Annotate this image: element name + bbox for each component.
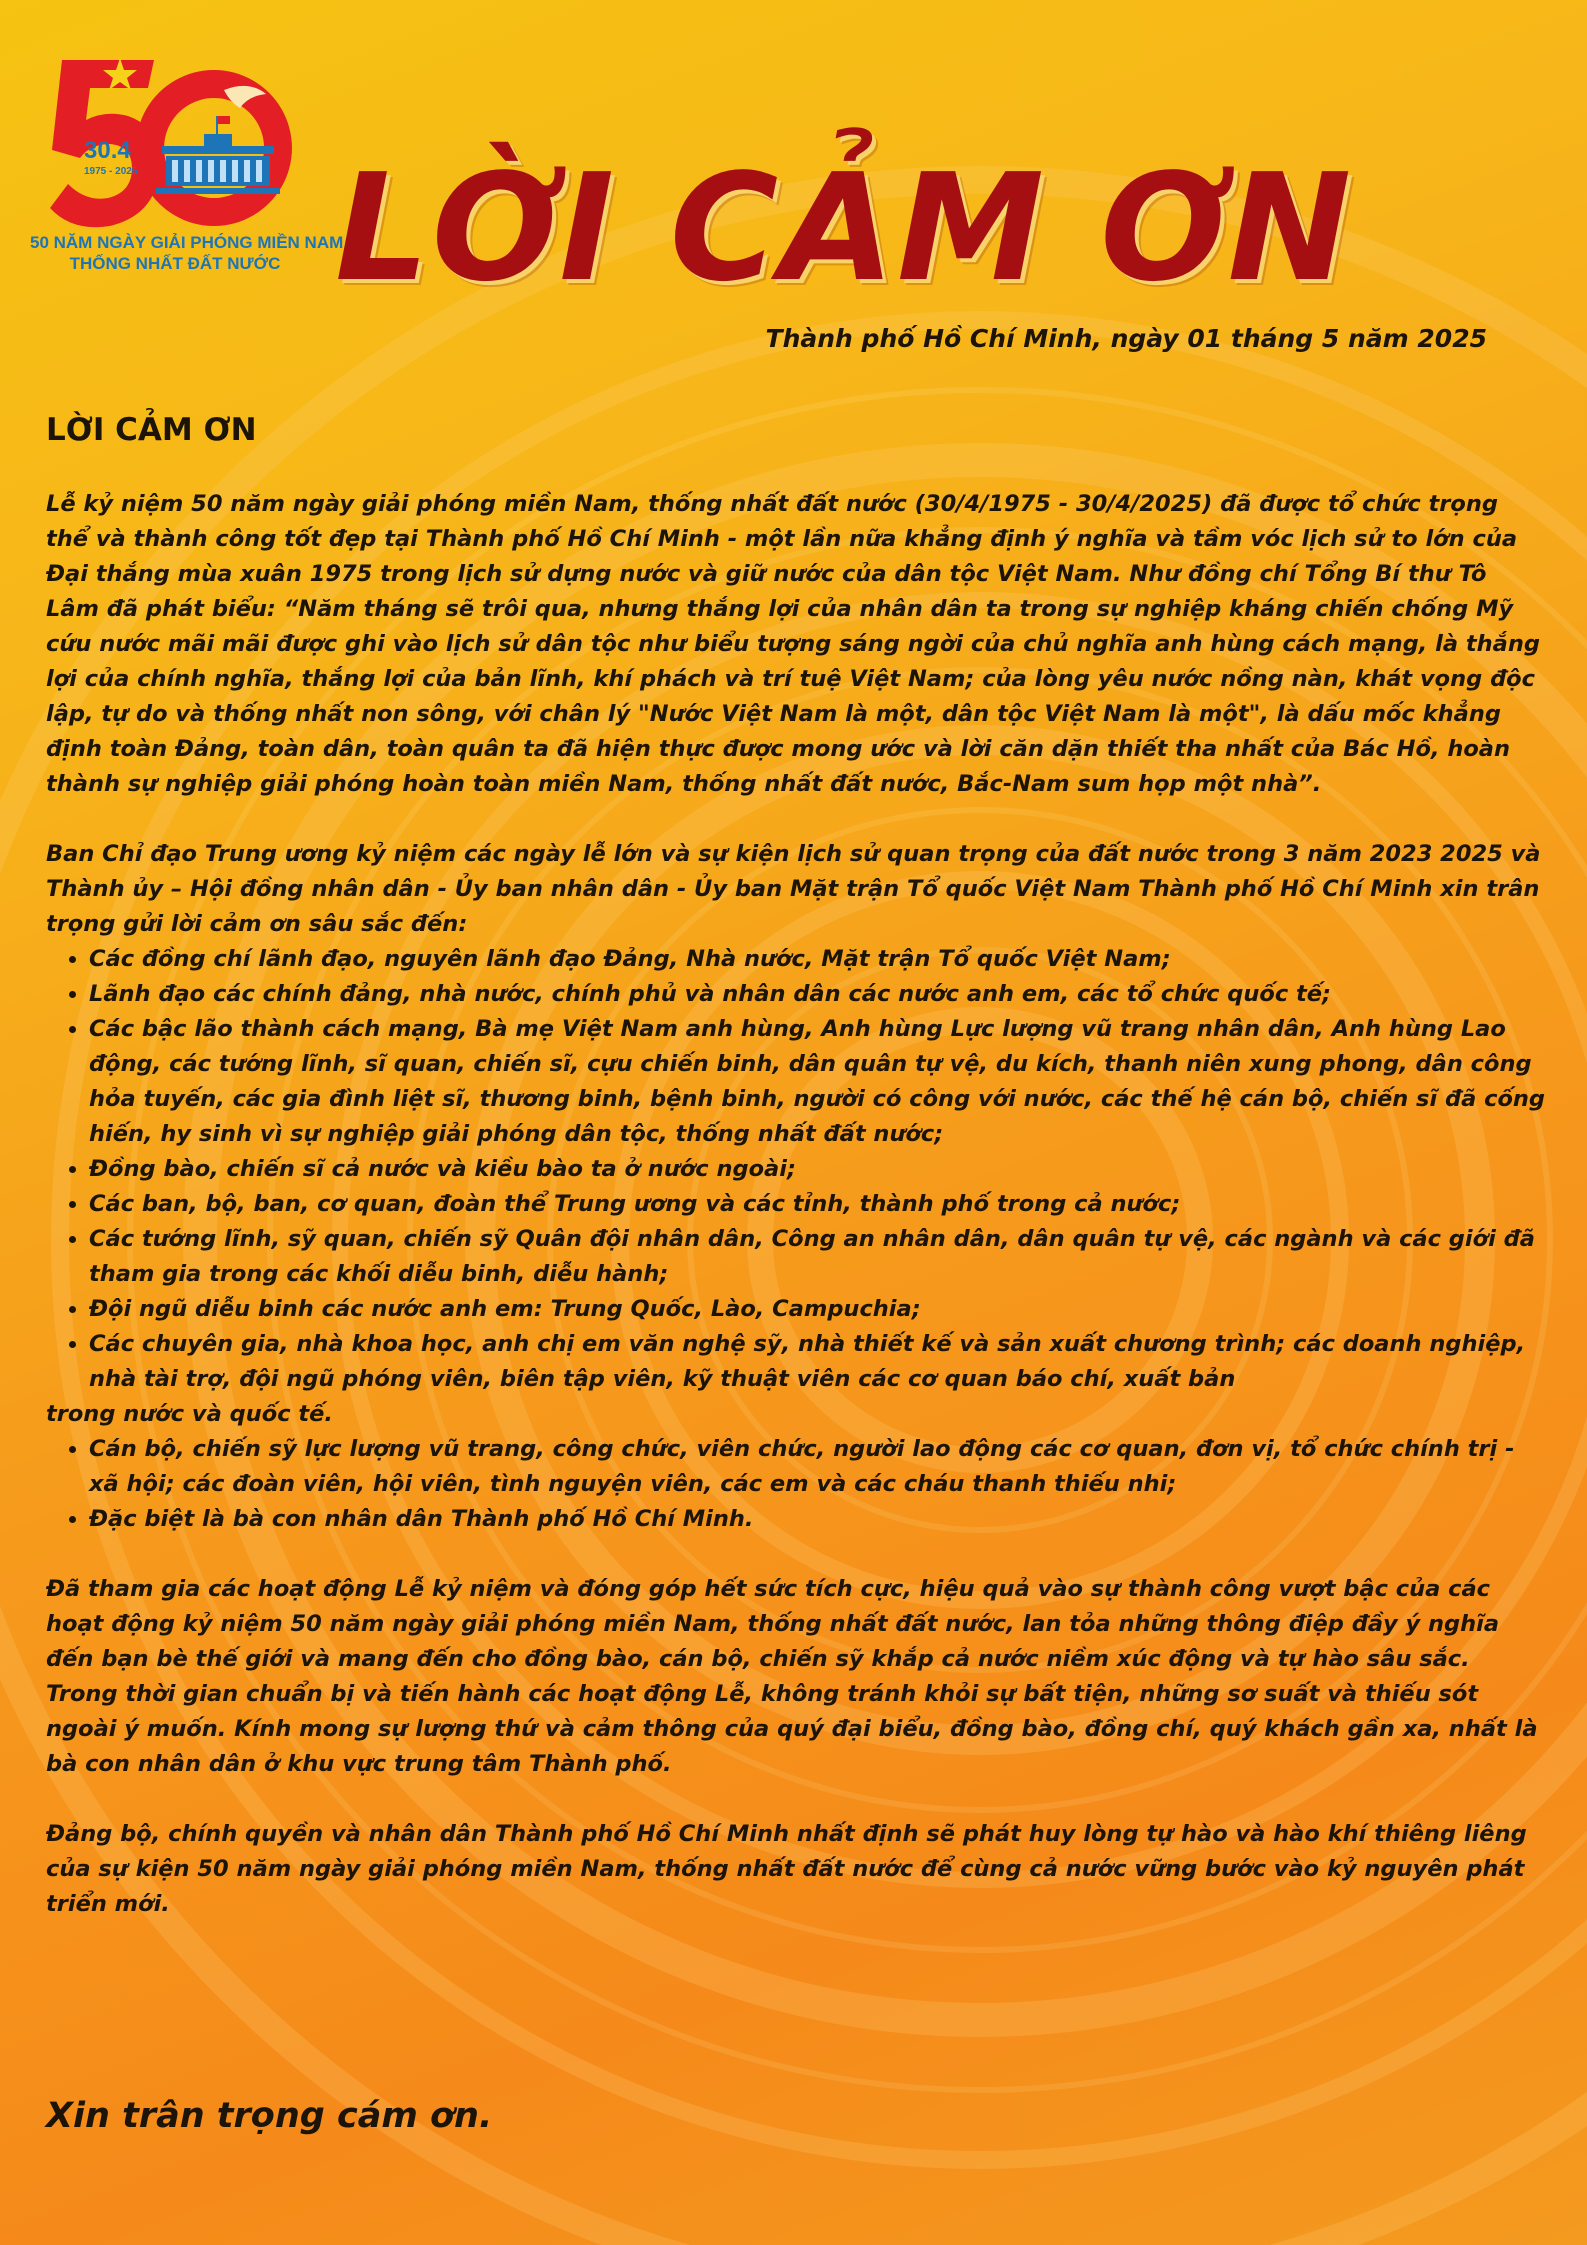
- spacer: [46, 802, 1546, 837]
- list-item: • Các chuyên gia, nhà khoa học, anh chị em văn nghệ sỹ, nhà thiết kế và sản xuất chương trình; các doanh nghiệp, nhà tài trợ, đội ngũ phóng viên, biên tập viên, kỹ thuật viên các cơ quan báo chí, xuất bản: [89, 1327, 1546, 1397]
- paragraph-participation: Đã tham gia các hoạt động Lễ kỷ niệm và đóng góp hết sức tích cực, hiệu quả vào sự thành công vượt bậc của các hoạt động kỷ niệm 50 năm ngày giải phóng miền Nam, thống nhất đất nước, lan tỏa những thông điệp đầy ý nghĩa đến bạn bè thế giới và mang đến cho đồng bào, cán bộ, chiến sỹ khắp cả nước niềm xúc động và tự hào sâu sắc.: [46, 1576, 1500, 1672]
- spacer: [46, 1782, 1546, 1817]
- list-item: • Cán bộ, chiến sỹ lực lượng vũ trang, công chức, viên chức, người lao động các cơ quan, đơn vị, tổ chức chính trị - xã hội; các đoàn viên, hội viên, tình nguyện viên, các em và các cháu thanh thiếu nhi;: [89, 1432, 1546, 1502]
- paragraph-thanks-to: Ban Chỉ đạo Trung ương kỷ niệm các ngày lễ lớn và sự kiện lịch sử quan trọng của đất nước trong 3 năm 2023 2025 và Thành ủy – Hội đồng nhân dân - Ủy ban nhân dân - Ủy ban Mặt trận Tổ quốc Việt Nam Thành phố Hồ Chí Minh xin trân trọng gửi lời cảm ơn sâu sắc đến:: [46, 841, 1541, 937]
- paragraph-apology: Trong thời gian chuẩn bị và tiến hành các hoạt động Lễ, không tránh khỏi sự bất tiện, những sơ suất và thiếu sót ngoài ý muốn. Kính mong sự lượng thứ và cảm thông của quý đại biểu, đồng bào, đồng chí, quý khách gần xa, nhất là bà con nhân dân ở khu vực trung tâm Thành phố.: [46, 1681, 1538, 1777]
- logo-caption-line2: THỐNG NHẤT ĐẤT NƯỚC: [69, 254, 281, 273]
- paragraph-commitment: Đảng bộ, chính quyền và nhân dân Thành phố Hồ Chí Minh nhất định sẽ phát huy lòng tự hào và hào khí thiêng liêng của sự kiện 50 năm ngày giải phóng miền Nam, thống nhất đất nước để cùng cả nước vững bước vào kỷ nguyên phát triển mới.: [46, 1821, 1527, 1917]
- list-item: • Các ban, bộ, ban, cơ quan, đoàn thể Trung ương và các tỉnh, thành phố trong cả nước;: [89, 1187, 1546, 1222]
- spacer: [46, 1537, 1546, 1572]
- list-item: • Các đồng chí lãnh đạo, nguyên lãnh đạo Đảng, Nhà nước, Mặt trận Tổ quốc Việt Nam;: [89, 942, 1546, 977]
- letter-heading: LỜI CẢM ƠN: [46, 412, 257, 448]
- list-item-continuation: trong nước và quốc tế.: [46, 1401, 333, 1427]
- letter-body: [46, 408, 1546, 1922]
- logo-date: 30.4: [84, 137, 131, 164]
- list-item: • Các tướng lĩnh, sỹ quan, chiến sỹ Quân đội nhân dân, Công an nhân dân, dân quân tự vệ, các ngành và các giới đã tham gia trong các khối diễu binh, diễu hành;: [89, 1222, 1546, 1292]
- list-item: • Đồng bào, chiến sĩ cả nước và kiều bào ta ở nước ngoài;: [89, 1152, 1546, 1187]
- page-title: LỜI CẢM ƠN: [335, 142, 1354, 314]
- list-item: • Đội ngũ diễu binh các nước anh em: Trung Quốc, Lào, Campuchia;: [89, 1292, 1546, 1327]
- logo-years: 1975 - 2025: [84, 166, 138, 177]
- paragraph-intro: Lễ kỷ niệm 50 năm ngày giải phóng miền Nam, thống nhất đất nước (30/4/1975 - 30/4/2025) đã được tổ chức trọng thể và thành công tốt đẹp tại Thành phố Hồ Chí Minh - một lần nữa khẳng định ý nghĩa và tầm vóc lịch sử to lớn của Đại thắng mùa xuân 1975 trong lịch sử dựng nước và giữ nước của dân tộc Việt Nam. Như đồng chí Tổng Bí thư Tô Lâm đã phát biểu: “Năm tháng sẽ trôi qua, nhưng thắng lợi của nhân dân ta trong sự nghiệp kháng chiến chống Mỹ cứu nước mãi mãi được ghi vào lịch sử dân tộc như biểu tượng sáng ngời của chủ nghĩa anh hùng cách mạng, là thắng lợi của chính nghĩa, thắng lợi của bản lĩnh, khí phách và trí tuệ Việt Nam; của lòng yêu nước nồng nàn, khát vọng độc lập, tự do và thống nhất non sông, với chân lý "Nước Việt Nam là một, dân tộc Việt Nam là một", là dấu mốc khẳng định toàn Đảng, toàn dân, toàn quân ta đã hiện thực được mong ước và lời căn dặn thiết tha nhất của Bác Hồ, hoàn thành sự nghiệp giải phóng hoàn toàn miền Nam, thống nhất đất nước, Bắc-Nam sum họp một nhà”.: [46, 491, 1540, 797]
- closing-line: Xin trân trọng cám ơn.: [46, 2096, 493, 2136]
- logo-caption: [30, 232, 344, 274]
- thanks-list-continued: [46, 1432, 1546, 1537]
- logo-caption-line1: 50 NĂM NGÀY GIẢI PHÓNG MIỀN NAM: [30, 233, 344, 252]
- date-line: Thành phố Hồ Chí Minh, ngày 01 tháng 5 năm 2025: [765, 324, 1487, 353]
- thanks-list: [46, 942, 1546, 1397]
- list-item: • Lãnh đạo các chính đảng, nhà nước, chính phủ và nhân dân các nước anh em, các tổ chức quốc tế;: [89, 977, 1546, 1012]
- list-item: • Các bậc lão thành cách mạng, Bà mẹ Việt Nam anh hùng, Anh hùng Lực lượng vũ trang nhân dân, Anh hùng Lao động, các tướng lĩnh, sĩ quan, chiến sĩ, cựu chiến binh, dân quân tự vệ, du kích, thanh niên xung phong, dân công hỏa tuyến, các gia đình liệt sĩ, thương binh, bệnh binh, người có công với nước, các thế hệ cán bộ, chiến sĩ đã cống hiến, hy sinh vì sự nghiệp giải phóng dân tộc, thống nhất đất nước;: [89, 1012, 1546, 1152]
- list-item: • Đặc biệt là bà con nhân dân Thành phố Hồ Chí Minh.: [89, 1502, 1546, 1537]
